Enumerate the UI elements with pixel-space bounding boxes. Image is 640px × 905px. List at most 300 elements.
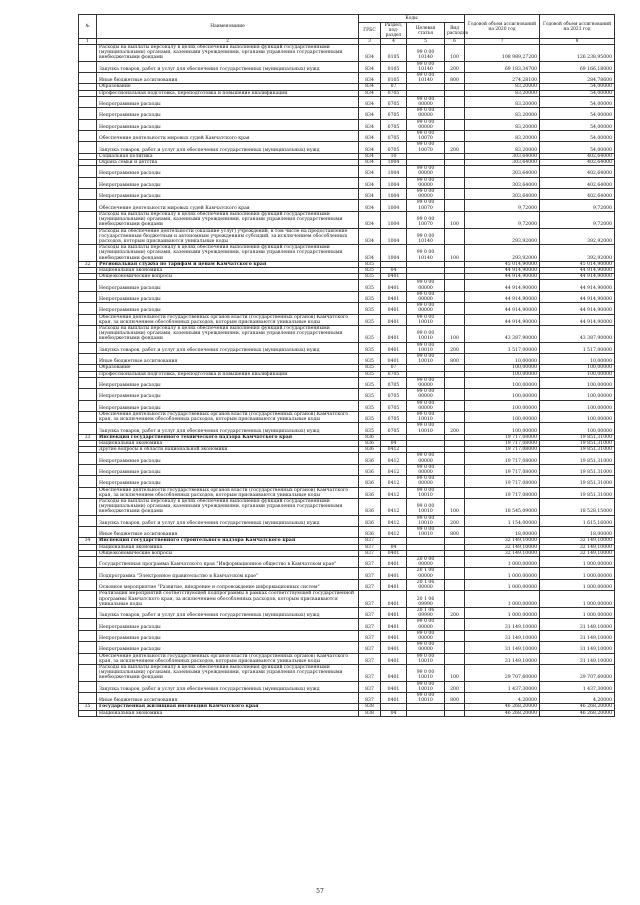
target-code: 99 0 00 00000 [407,96,445,107]
row-number [79,568,97,579]
amount-2020: 45 014,90000 [465,261,540,267]
row-number [79,423,97,434]
row-number [79,591,97,608]
table-row [79,228,615,245]
expense-type [445,476,465,487]
row-name: Обеспечение деятельности государственных органов власти (государственных органов) Камчатского края, за исключением обособленных расходов, которым присваиваются уникальные коды [97,412,359,423]
table-row [79,710,615,716]
row-name: Непрограммные расходы [97,189,359,200]
target-code: 99 0 00 10010 [407,423,445,434]
table-row [79,453,615,464]
table-row [79,423,615,434]
table-row [79,389,615,400]
expense-type [445,119,465,130]
table-row [79,692,615,703]
target-code: 99 0 00 10010 [407,412,445,423]
target-code [407,710,445,716]
grbs-code: 837 [359,692,381,703]
row-name: Расходы на выплаты персоналу в целях обеспечения выполнения функций государственными (муниципальными) органами, казенными учреждениями, органами управления государственными внебюджетными фондами [97,45,359,62]
table-row [79,557,615,568]
row-name: Непрограммные расходы [97,119,359,130]
target-code: 20 1 06 09990 [407,591,445,608]
amount-2020: 1 154,00000 [465,515,540,526]
target-code: 99 0 00 10010 [407,353,445,364]
section-code: 0705 [381,90,407,96]
amount-2020: 274,28100 [465,73,540,84]
expense-type [445,453,465,464]
amount-2020: 18 545,09000 [465,499,540,516]
section-code: 1004 [381,177,407,188]
row-name: Обеспечение деятельности государственных органов власти (государственных органов) Камчатского края, за исключением обособленных расходов, которым присваиваются уникальные коды [97,653,359,664]
target-code: 99 0 00 00000 [407,400,445,411]
expense-type: 800 [445,73,465,84]
row-name: Закупка товаров, работ и услуг для обеспечения государственных (муниципальных) нужд [97,515,359,526]
header-section: Раздел, под-раздел [381,23,407,39]
grbs-code: 834 [359,131,381,142]
row-number [79,291,97,302]
grbs-code: 835 [359,303,381,314]
column-number: 1 [79,39,97,45]
row-number [79,142,97,153]
section-code: 0705 [381,96,407,107]
amount-2021: 1 615,16000 [540,515,615,526]
header-num: № [79,15,97,39]
row-name: Расходы на выплаты персоналу в целях обеспечения выполнения функций государственными (муниципальными) органами, казенными учреждениями, органами управления государственными внебюджетными фондами [97,325,359,342]
grbs-code: 834 [359,84,381,90]
row-name: Непрограммные расходы [97,642,359,653]
amount-2020: 46 268,20000 [465,710,540,716]
section-code: 0105 [381,73,407,84]
row-number [79,412,97,423]
amount-2020: 46 268,20000 [465,704,540,710]
column-number: 5 [407,39,445,45]
amount-2020: 32 149,10000 [465,538,540,544]
table-body [79,45,615,717]
grbs-code: 836 [359,527,381,538]
grbs-code: 835 [359,400,381,411]
target-code: 20 1 06 00000 [407,579,445,590]
amount-2020: 83,20000 [465,96,540,107]
amount-2020: 44 914,90000 [465,267,540,273]
expense-type [445,314,465,325]
grbs-code: 835 [359,291,381,302]
target-code: 99 0 00 10010 [407,527,445,538]
row-name: Обеспечение деятельности мировых судей Камчатского края [97,200,359,211]
expense-type: 800 [445,353,465,364]
amount-2021: 69 166,18000 [540,61,615,72]
section-code: 0705 [381,423,407,434]
section-code: 07 [381,365,407,371]
target-code: 99 0 00 00000 [407,476,445,487]
grbs-code: 838 [359,704,381,710]
grbs-code: 834 [359,153,381,159]
grbs-code: 834 [359,119,381,130]
table-row [79,464,615,475]
amount-2021: 32 149,10000 [540,550,615,556]
target-code: 99 0 00 10010 [407,487,445,498]
section-code: 1004 [381,166,407,177]
table-row [79,303,615,314]
amount-2021: 44 914,90000 [540,303,615,314]
row-number [79,710,97,716]
grbs-code: 837 [359,642,381,653]
section-code: 0401 [381,607,407,618]
row-name: Закупка товаров, работ и услуг для обеспечения государственных (муниципальных) нужд [97,142,359,153]
row-name: Иные бюджетные ассигнования [97,692,359,703]
grbs-code: 837 [359,544,381,550]
amount-2021: 1 000,00000 [540,579,615,590]
section-code: 1004 [381,189,407,200]
amount-2021: 4,20000 [540,692,615,703]
grbs-code: 835 [359,423,381,434]
amount-2020: 44 914,90000 [465,314,540,325]
row-name: Государственная жилищная инспекция Камчатского края [97,704,359,710]
table-row [79,61,615,72]
grbs-code: 834 [359,45,381,62]
expense-type: 200 [445,142,465,153]
section-code: 04 [381,441,407,447]
section-code: 0705 [381,412,407,423]
target-code: 99 0 00 10010 [407,515,445,526]
row-number [79,630,97,641]
amount-2021: 392,92000 [540,245,615,262]
amount-2021: 1 437,30000 [540,681,615,692]
expense-type: 100 [445,499,465,516]
row-number [79,108,97,119]
grbs-code: 836 [359,499,381,516]
row-number: 34 [79,538,97,544]
section-code: 0401 [381,550,407,556]
expense-type [445,96,465,107]
amount-2020: 83,20000 [465,142,540,153]
section-code: 0401 [381,303,407,314]
target-code: 99 0 00 00000 [407,303,445,314]
row-name: Непрограммные расходы [97,291,359,302]
amount-2021: 44 914,90000 [540,280,615,291]
target-code: 99 0 00 10140 [407,45,445,62]
amount-2020: 44 914,90000 [465,291,540,302]
row-number [79,400,97,411]
row-name: Непрограммные расходы [97,400,359,411]
grbs-code: 836 [359,515,381,526]
row-number [79,119,97,130]
grbs-code: 836 [359,453,381,464]
row-number [79,642,97,653]
expense-type [445,579,465,590]
row-number [79,619,97,630]
table-row [79,45,615,62]
grbs-code: 834 [359,142,381,153]
amount-2021: 100,00000 [540,412,615,423]
amount-2020: 83,20000 [465,119,540,130]
row-name: Непрограммные расходы [97,177,359,188]
amount-2020: 1 000,00000 [465,607,540,618]
row-name: Национальная экономика [97,441,359,447]
amount-2021: 402,64000 [540,189,615,200]
row-name: Инспекция государственного технического надзора Камчатского края [97,434,359,440]
target-code: 99 0 00 00000 [407,619,445,630]
amount-2021: 31 149,10000 [540,642,615,653]
amount-2021: 44 914,90000 [540,314,615,325]
table-row [79,653,615,664]
row-name: Закупка товаров, работ и услуг для обеспечения государственных (муниципальных) нужд [97,607,359,618]
table-row [79,377,615,388]
grbs-code: 834 [359,160,381,166]
amount-2021: 45 014,90000 [540,261,615,267]
section-code: 0705 [381,131,407,142]
row-name: Охрана семьи и детства [97,160,359,166]
amount-2021: 32 149,10000 [540,538,615,544]
grbs-code: 834 [359,96,381,107]
amount-2020: 18,00000 [465,527,540,538]
row-number [79,200,97,211]
row-number: 33 [79,434,97,440]
section-code: 0412 [381,499,407,516]
section-code: 1004 [381,245,407,262]
expense-type [445,377,465,388]
section-code: 0401 [381,325,407,342]
row-number [79,389,97,400]
row-name: Расходы на выплаты персоналу в целях обеспечения выполнения функций государственными (муниципальными) органами, казенными учреждениями, органами управления государственными внебюджетными фондами [97,211,359,228]
amount-2021: 402,64000 [540,153,615,159]
row-number [79,664,97,681]
table-row [79,642,615,653]
header-grbs: ГРБС [359,23,381,39]
amount-2021: 19 851,31000 [540,434,615,440]
amount-2021: 1 517,00000 [540,342,615,353]
amount-2020: 32 149,10000 [465,550,540,556]
grbs-code: 837 [359,579,381,590]
row-number [79,527,97,538]
table-row [79,131,615,142]
expense-type: 800 [445,527,465,538]
section-code: 0401 [381,619,407,630]
expense-type: 200 [445,681,465,692]
target-code: 99 0 00 10070 [407,142,445,153]
section-code: 0401 [381,579,407,590]
target-code: 20 1 06 09990 [407,607,445,618]
row-number [79,692,97,703]
section-code: 1004 [381,228,407,245]
amount-2021: 46 268,20000 [540,704,615,710]
amount-2021: 18 528,15000 [540,499,615,516]
amount-2021: 44 914,90000 [540,274,615,280]
section-code: 10 [381,153,407,159]
row-number [79,653,97,664]
amount-2020: 303,64000 [465,189,540,200]
amount-2020: 31 149,10000 [465,653,540,664]
column-number: 6 [445,39,465,45]
header-exptype: Вид расходов [445,23,465,39]
table-row [79,325,615,342]
target-code: 99 0 00 10010 [407,653,445,664]
column-number: 2 [97,39,359,45]
amount-2021: 32 149,10000 [540,544,615,550]
row-number [79,377,97,388]
row-number [79,681,97,692]
amount-2020: 69 183,34700 [465,61,540,72]
table-header [79,15,615,45]
amount-2021: 9,72000 [540,211,615,228]
amount-2020: 303,64000 [465,153,540,159]
grbs-code: 838 [359,710,381,716]
row-number [79,245,97,262]
row-name: Непрограммные расходы [97,453,359,464]
row-name: Иные бюджетные ассигнования [97,353,359,364]
row-name: Закупка товаров, работ и услуг для обеспечения государственных (муниципальных) нужд [97,423,359,434]
row-name: Иные бюджетные ассигнования [97,527,359,538]
row-number [79,515,97,526]
amount-2020: 83,20000 [465,90,540,96]
section-code: 0401 [381,642,407,653]
amount-2021: 54,00000 [540,84,615,90]
section-code: 0705 [381,119,407,130]
row-name: Национальная экономика [97,544,359,550]
row-name: Закупка товаров, работ и услуг для обеспечения государственных (муниципальных) нужд [97,681,359,692]
row-name: Профессиональная подготовка, переподготовка и повышение квалификации [97,371,359,377]
target-code: 99 0 00 10140 [407,228,445,245]
amount-2020: 4,20000 [465,692,540,703]
table-row [79,568,615,579]
section-code: 0401 [381,280,407,291]
amount-2020: 100,00000 [465,423,540,434]
expense-type [445,619,465,630]
column-number: 3 [359,39,381,45]
expense-type [445,166,465,177]
amount-2021: 54,00000 [540,131,615,142]
amount-2021: 1 000,00000 [540,557,615,568]
row-name: Основное мероприятие "Развитие, внедрение и сопровождение информационных систем" [97,579,359,590]
grbs-code: 834 [359,177,381,188]
amount-2021: 100,00000 [540,400,615,411]
row-number [79,342,97,353]
amount-2021: 31 149,10000 [540,630,615,641]
section-code: 0412 [381,515,407,526]
row-name: Непрограммные расходы [97,96,359,107]
grbs-code: 837 [359,664,381,681]
amount-2021: 100,00000 [540,365,615,371]
header-codes: Коды [359,15,465,23]
row-number [79,166,97,177]
amount-2021: 1 000,00000 [540,607,615,618]
row-name: Закупка товаров, работ и услуг для обеспечения государственных (муниципальных) нужд [97,61,359,72]
table-row [79,189,615,200]
row-name: Инспекция государственного строительного надзора Камчатского края [97,538,359,544]
row-name: Расходы на выплаты персоналу в целях обеспечения выполнения функций государственными (муниципальными) органами, казенными учреждениями, органами управления государственными внебюджетными фондами [97,245,359,262]
amount-2020: 9,72000 [465,211,540,228]
row-number [79,325,97,342]
table-row [79,476,615,487]
amount-2020: 100,00000 [465,365,540,371]
row-number [79,189,97,200]
target-code: 99 0 00 10140 [407,73,445,84]
table-row [79,291,615,302]
expense-type [445,400,465,411]
expense-type [445,108,465,119]
row-name: Социальная политика [97,153,359,159]
target-code: 99 0 00 10070 [407,200,445,211]
section-code: 0705 [381,142,407,153]
row-name: Обеспечение деятельности государственных органов власти (государственных органов) Камчатского края, за исключением обособленных расходов, которым присваиваются уникальные коды [97,487,359,498]
section-code: 04 [381,544,407,550]
grbs-code: 834 [359,90,381,96]
amount-2020: 43 387,90000 [465,325,540,342]
target-code: 20 0 00 00000 [407,557,445,568]
row-number [79,453,97,464]
grbs-code: 837 [359,568,381,579]
amount-2021: 392,92000 [540,228,615,245]
amount-2021: 402,64000 [540,166,615,177]
amount-2021: 402,64000 [540,160,615,166]
header-2021: Годовой объем ассигнований на 2021 год [540,15,615,39]
row-name: Общеэкономические вопросы [97,274,359,280]
amount-2020: 100,00000 [465,389,540,400]
target-code: 99 0 00 00000 [407,189,445,200]
row-number [79,353,97,364]
expense-type: 100 [445,325,465,342]
grbs-code: 837 [359,538,381,544]
grbs-code: 835 [359,377,381,388]
expense-type: 200 [445,61,465,72]
row-name: Национальная экономика [97,267,359,273]
section-code: 04 [381,267,407,273]
target-code: 99 0 00 00000 [407,453,445,464]
grbs-code: 834 [359,189,381,200]
target-code: 99 0 00 10070 [407,131,445,142]
grbs-code: 834 [359,228,381,245]
row-name: Непрограммные расходы [97,166,359,177]
amount-2020: 19 717,08000 [465,453,540,464]
table-row [79,166,615,177]
grbs-code: 835 [359,314,381,325]
column-number: 7 [465,39,540,45]
section-code: 0401 [381,291,407,302]
amount-2020: 19 717,08000 [465,476,540,487]
expense-type: 200 [445,515,465,526]
amount-2020: 19 717,08000 [465,464,540,475]
section-code: 0705 [381,371,407,377]
row-name: Непрограммные расходы [97,476,359,487]
grbs-code: 837 [359,557,381,568]
section-code: 0401 [381,314,407,325]
target-code: 99 0 00 10010 [407,681,445,692]
section-code: 04 [381,710,407,716]
table-row [79,142,615,153]
section-code: 0412 [381,464,407,475]
section-code: 0705 [381,108,407,119]
section-code: 1004 [381,211,407,228]
expense-type: 200 [445,423,465,434]
expense-type [445,412,465,423]
amount-2020: 1 000,00000 [465,557,540,568]
table-row [79,177,615,188]
expense-type [445,303,465,314]
target-code: 99 0 00 00000 [407,630,445,641]
row-number [79,607,97,618]
expense-type [445,464,465,475]
target-code: 99 0 00 00000 [407,464,445,475]
section-code: 0412 [381,476,407,487]
row-name: Непрограммные расходы [97,630,359,641]
amount-2020: 100,00000 [465,377,540,388]
expense-type [445,228,465,245]
target-code: 99 0 00 10140 [407,245,445,262]
grbs-code: 834 [359,211,381,228]
section-code: 1004 [381,200,407,211]
expense-type [445,568,465,579]
row-number [79,131,97,142]
amount-2020: 293,92000 [465,245,540,262]
